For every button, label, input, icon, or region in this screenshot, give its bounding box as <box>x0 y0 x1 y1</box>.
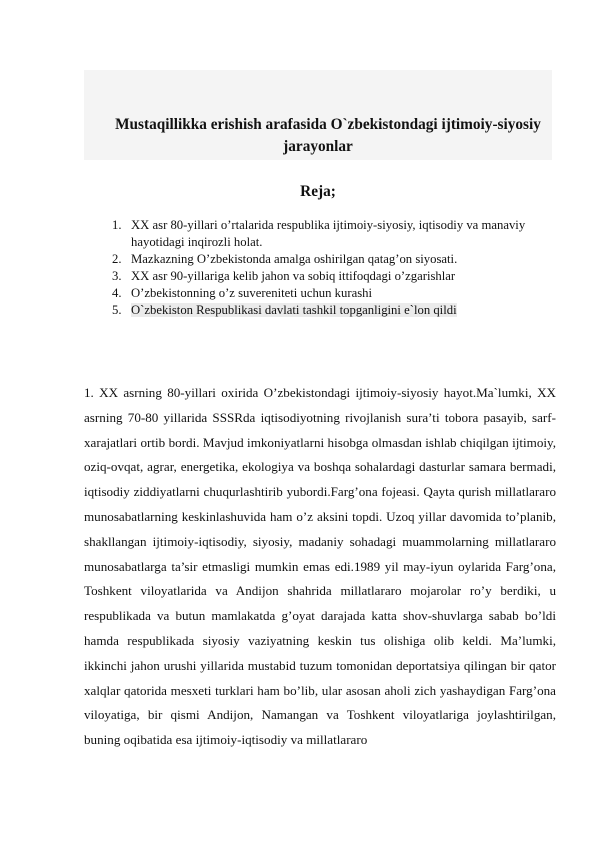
plan-item-text: O’zbekistonning o’z suvereniteti uchun kurashi <box>131 286 373 300</box>
plan-item <box>112 217 532 251</box>
document-title <box>84 114 552 158</box>
title-line-2: jarayonlar <box>283 138 353 155</box>
plan-item-text: XX asr 90-yillariga kelib jahon va sobiq ittifoqdagi o’zgarishlar <box>131 269 456 283</box>
body-paragraph: 1. XX asrning 80-yillari oxirida O’zbekistondagi ijtimoiy-siyosiy hayot.Ma`lumki, XX asrning 70-80 yillarida SSSRda iqtisodiyotning rivojlanish sura’ti tobora pasayib, sarf-xarajatlari ortib bordi. Mavjud imkoniyatlarni hisobga olmasdan ishlab chiqilgan ijtimoiy, oziq-ovqat, agrar, energetika, ekologiya va boshqa sohalardagi dasturlar samara bermadi, iqtisodiy ziddiyatlarni chuqurlashtirib yubordi.Farg’ona fojeasi. Qayta qurish millatlararo munosabatlarning keskinlashuvida ham o’z aksini topdi. Uzoq yillar davomida to’planib, shakllangan ijtimoiy-iqtisodiy, siyosiy, madaniy sohadagi muammolarning millatlararo munosabatlarga ta’sir etmasligi mumkin emas edi.1989 yil may-iyun oylarida Farg’ona, Toshkent viloyatlarida va Andijon shahrida millatlararo mojarolar ro’y berdiki, u respublikada va butun mamlakatda g’oyat darajada katta shov-shuvlarga sabab bo’ldi hamda respublikada siyosiy vaziyatning keskin tus olishiga olib keldi. Ma’lumki, ikkinchi jahon urushi yillarida mustabid tuzum tomonidan deportatsiya qilingan bir qator xalqlar qatorida mesxeti turklari ham bo’lib, ular asosan aholi zich yashaydigan Farg’ona viloyatiga, bir qismi Andijon, Namangan va Toshkent viloyatlariga joylashtirilgan, buning oqibatida esa ijtimoiy-iqtisodiy va millatlararo <box>84 385 556 748</box>
plan-item-number: 2. <box>112 252 122 266</box>
plan-item <box>112 285 532 302</box>
plan-item-text: O`zbekiston Respublikasi davlati tashkil topganligini e`lon qildi <box>131 303 457 317</box>
plan-item-text: Mazkazning O’zbekistonda amalga oshirilgan qatag’on siyosati. <box>131 252 458 266</box>
plan-item <box>112 251 532 268</box>
plan-list <box>112 217 532 319</box>
plan-item-text: XX asr 80-yillari o’rtalarida respublika ijtimoiy-siyosiy, iqtisodiy va manaviy hayotidagi inqirozli holat. <box>131 218 526 249</box>
plan-item <box>112 302 532 319</box>
plan-item-number: 5. <box>112 303 122 317</box>
plan-heading: Reja; <box>300 183 336 200</box>
plan-item-number: 1. <box>112 218 122 232</box>
plan-item <box>112 268 532 285</box>
plan-item-number: 4. <box>112 286 122 300</box>
plan-item-number: 3. <box>112 269 122 283</box>
title-line-1: Mustaqillikka erishish arafasida O`zbekistondagi ijtimoiy-siyosiy <box>115 116 541 133</box>
